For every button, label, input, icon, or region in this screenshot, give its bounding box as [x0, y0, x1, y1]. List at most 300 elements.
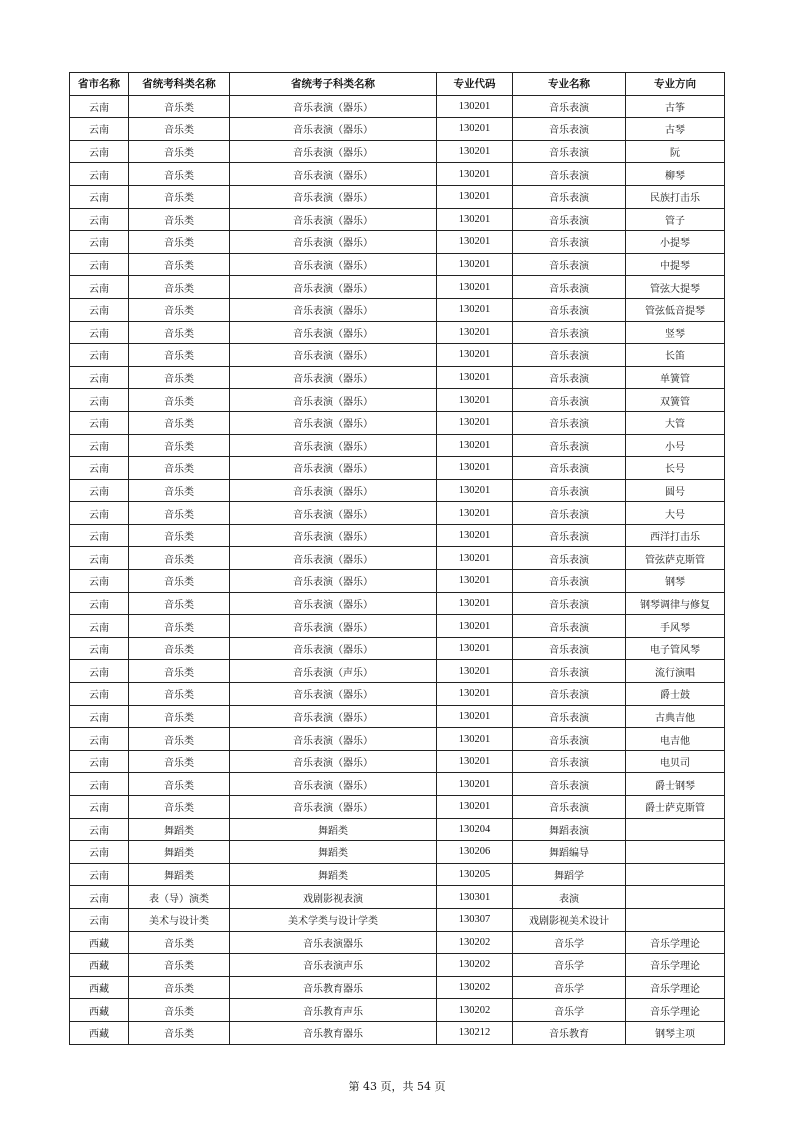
- province-cell: 云南: [70, 411, 129, 434]
- major-code-cell: 130201: [437, 683, 513, 706]
- major-direction-cell: 钢琴主项: [626, 1021, 725, 1044]
- table-row: [70, 705, 725, 728]
- major-name-cell: 音乐学: [513, 954, 626, 977]
- major-code-cell: 130201: [437, 321, 513, 344]
- subcategory-cell: 音乐表演（器乐）: [230, 728, 437, 751]
- major-code-cell: 130201: [437, 479, 513, 502]
- major-code-cell: 130201: [437, 502, 513, 525]
- province-cell: 西藏: [70, 999, 129, 1022]
- table-row: [70, 750, 725, 773]
- major-direction-cell: 爵士鼓: [626, 683, 725, 706]
- major-code-cell: 130204: [437, 818, 513, 841]
- table-row: [70, 524, 725, 547]
- table-row: [70, 570, 725, 593]
- subcategory-cell: 音乐表演（器乐）: [230, 796, 437, 819]
- major-name-cell: 舞蹈学: [513, 863, 626, 886]
- major-code-cell: 130201: [437, 298, 513, 321]
- major-name-cell: 音乐表演: [513, 615, 626, 638]
- major-code-cell: 130201: [437, 728, 513, 751]
- major-name-cell: 音乐表演: [513, 750, 626, 773]
- major-direction-cell: 圆号: [626, 479, 725, 502]
- major-code-cell: 130202: [437, 999, 513, 1022]
- major-name-cell: 音乐教育: [513, 1021, 626, 1044]
- major-direction-cell: [626, 863, 725, 886]
- table-row: [70, 976, 725, 999]
- major-direction-cell: 音乐学理论: [626, 976, 725, 999]
- category-cell: 音乐类: [129, 637, 230, 660]
- category-cell: 音乐类: [129, 434, 230, 457]
- major-code-cell: 130201: [437, 796, 513, 819]
- table-row: [70, 547, 725, 570]
- major-name-cell: 音乐表演: [513, 457, 626, 480]
- major-direction-cell: 管弦大提琴: [626, 276, 725, 299]
- major-code-cell: 130206: [437, 841, 513, 864]
- subcategory-cell: 美术学类与设计学类: [230, 908, 437, 931]
- category-cell: 音乐类: [129, 140, 230, 163]
- province-cell: 云南: [70, 231, 129, 254]
- province-cell: 云南: [70, 298, 129, 321]
- major-direction-cell: 管弦低音提琴: [626, 298, 725, 321]
- province-cell: 云南: [70, 886, 129, 909]
- major-code-cell: 130201: [437, 185, 513, 208]
- major-direction-cell: 流行演唱: [626, 660, 725, 683]
- major-name-cell: 音乐表演: [513, 524, 626, 547]
- major-code-cell: 130201: [437, 773, 513, 796]
- province-cell: 云南: [70, 637, 129, 660]
- table-row: [70, 841, 725, 864]
- table-row: [70, 411, 725, 434]
- province-cell: 云南: [70, 750, 129, 773]
- page-footer: 第 43 页，共 54 页: [348, 1080, 446, 1093]
- subcategory-cell: 音乐表演（器乐）: [230, 344, 437, 367]
- province-cell: 云南: [70, 818, 129, 841]
- major-direction-cell: 长号: [626, 457, 725, 480]
- category-cell: 音乐类: [129, 185, 230, 208]
- subcategory-cell: 音乐表演（器乐）: [230, 502, 437, 525]
- subcategory-cell: 音乐表演（器乐）: [230, 479, 437, 502]
- province-cell: 云南: [70, 908, 129, 931]
- category-cell: 音乐类: [129, 457, 230, 480]
- major-code-cell: 130201: [437, 208, 513, 231]
- major-name-cell: 音乐表演: [513, 592, 626, 615]
- major-name-cell: 音乐表演: [513, 185, 626, 208]
- category-cell: 音乐类: [129, 683, 230, 706]
- subcategory-cell: 音乐表演（器乐）: [230, 434, 437, 457]
- major-direction-cell: 古琴: [626, 118, 725, 141]
- category-cell: 音乐类: [129, 660, 230, 683]
- major-code-cell: 130201: [437, 95, 513, 118]
- table-row: [70, 321, 725, 344]
- header-category: 省统考科类名称: [129, 73, 230, 96]
- subcategory-cell: 音乐表演（器乐）: [230, 231, 437, 254]
- major-direction-cell: 大管: [626, 411, 725, 434]
- major-direction-cell: [626, 886, 725, 909]
- province-cell: 云南: [70, 208, 129, 231]
- major-direction-cell: 电吉他: [626, 728, 725, 751]
- table-row: [70, 344, 725, 367]
- province-cell: 云南: [70, 389, 129, 412]
- province-cell: 云南: [70, 615, 129, 638]
- subcategory-cell: 音乐表演（器乐）: [230, 637, 437, 660]
- table-row: [70, 231, 725, 254]
- category-cell: 音乐类: [129, 208, 230, 231]
- subcategory-cell: 音乐表演（器乐）: [230, 253, 437, 276]
- major-code-cell: 130201: [437, 615, 513, 638]
- table-row: [70, 615, 725, 638]
- subcategory-cell: 音乐教育器乐: [230, 1021, 437, 1044]
- table-body: [70, 95, 725, 1044]
- province-cell: 西藏: [70, 1021, 129, 1044]
- category-cell: 音乐类: [129, 253, 230, 276]
- table-row: [70, 389, 725, 412]
- major-code-cell: 130212: [437, 1021, 513, 1044]
- province-cell: 云南: [70, 321, 129, 344]
- province-cell: 云南: [70, 570, 129, 593]
- major-name-cell: 音乐表演: [513, 434, 626, 457]
- subcategory-cell: 音乐表演（器乐）: [230, 524, 437, 547]
- major-name-cell: 音乐表演: [513, 231, 626, 254]
- header-major-direction: 专业方向: [626, 73, 725, 96]
- major-direction-cell: 大号: [626, 502, 725, 525]
- major-code-cell: 130201: [437, 592, 513, 615]
- major-code-cell: 130201: [437, 253, 513, 276]
- table-header-row: [70, 73, 725, 96]
- major-name-cell: 音乐表演: [513, 140, 626, 163]
- major-direction-cell: 管弦萨克斯管: [626, 547, 725, 570]
- major-code-cell: 130201: [437, 524, 513, 547]
- major-code-cell: 130201: [437, 140, 513, 163]
- category-cell: 音乐类: [129, 366, 230, 389]
- subcategory-cell: 音乐表演（器乐）: [230, 547, 437, 570]
- subcategory-cell: 音乐表演（器乐）: [230, 366, 437, 389]
- subcategory-cell: 戏剧影视表演: [230, 886, 437, 909]
- subcategory-cell: 舞蹈类: [230, 818, 437, 841]
- major-code-cell: 130201: [437, 750, 513, 773]
- category-cell: 音乐类: [129, 344, 230, 367]
- category-cell: 音乐类: [129, 954, 230, 977]
- category-cell: 音乐类: [129, 1021, 230, 1044]
- major-direction-cell: 音乐学理论: [626, 931, 725, 954]
- category-cell: 音乐类: [129, 321, 230, 344]
- category-cell: 音乐类: [129, 479, 230, 502]
- major-direction-cell: 古筝: [626, 95, 725, 118]
- subcategory-cell: 音乐表演（器乐）: [230, 411, 437, 434]
- province-cell: 云南: [70, 479, 129, 502]
- major-name-cell: 音乐表演: [513, 95, 626, 118]
- subcategory-cell: 音乐表演（器乐）: [230, 570, 437, 593]
- major-code-cell: 130301: [437, 886, 513, 909]
- header-major-code: 专业代码: [437, 73, 513, 96]
- major-code-cell: 130201: [437, 411, 513, 434]
- major-name-cell: 音乐表演: [513, 502, 626, 525]
- province-cell: 云南: [70, 592, 129, 615]
- subcategory-cell: 音乐表演（器乐）: [230, 389, 437, 412]
- subcategory-cell: 音乐表演（器乐）: [230, 457, 437, 480]
- category-cell: 音乐类: [129, 231, 230, 254]
- category-cell: 音乐类: [129, 547, 230, 570]
- major-code-cell: 130201: [437, 547, 513, 570]
- province-cell: 云南: [70, 502, 129, 525]
- table-row: [70, 637, 725, 660]
- subcategory-cell: 音乐教育声乐: [230, 999, 437, 1022]
- major-name-cell: 音乐表演: [513, 163, 626, 186]
- category-cell: 音乐类: [129, 95, 230, 118]
- province-cell: 云南: [70, 524, 129, 547]
- major-code-cell: 130201: [437, 637, 513, 660]
- category-cell: 音乐类: [129, 276, 230, 299]
- category-cell: 音乐类: [129, 570, 230, 593]
- table-row: [70, 818, 725, 841]
- subcategory-cell: 音乐表演（器乐）: [230, 683, 437, 706]
- major-direction-cell: 音乐学理论: [626, 954, 725, 977]
- table-row: [70, 253, 725, 276]
- table-row: [70, 931, 725, 954]
- major-direction-cell: 钢琴调律与修复: [626, 592, 725, 615]
- province-cell: 云南: [70, 773, 129, 796]
- major-direction-cell: 中提琴: [626, 253, 725, 276]
- category-cell: 音乐类: [129, 411, 230, 434]
- table-row: [70, 502, 725, 525]
- table-row: [70, 276, 725, 299]
- major-direction-cell: 单簧管: [626, 366, 725, 389]
- major-name-cell: 舞蹈编导: [513, 841, 626, 864]
- major-direction-cell: 阮: [626, 140, 725, 163]
- major-name-cell: 戏剧影视美术设计: [513, 908, 626, 931]
- subcategory-cell: 音乐表演（器乐）: [230, 773, 437, 796]
- major-direction-cell: 手风琴: [626, 615, 725, 638]
- subcategory-cell: 音乐表演（器乐）: [230, 140, 437, 163]
- major-code-cell: 130202: [437, 954, 513, 977]
- table-row: [70, 999, 725, 1022]
- major-name-cell: 音乐表演: [513, 389, 626, 412]
- subcategory-cell: 音乐表演（器乐）: [230, 185, 437, 208]
- table-row: [70, 908, 725, 931]
- province-cell: 云南: [70, 366, 129, 389]
- major-direction-cell: [626, 841, 725, 864]
- table-row: [70, 434, 725, 457]
- header-province: 省市名称: [70, 73, 129, 96]
- table-row: [70, 1021, 725, 1044]
- province-cell: 云南: [70, 728, 129, 751]
- province-cell: 云南: [70, 276, 129, 299]
- major-direction-cell: 双簧管: [626, 389, 725, 412]
- table-row: [70, 954, 725, 977]
- subcategory-cell: 音乐表演（器乐）: [230, 321, 437, 344]
- category-cell: 音乐类: [129, 796, 230, 819]
- subcategory-cell: 音乐表演（器乐）: [230, 592, 437, 615]
- major-direction-cell: 爵士钢琴: [626, 773, 725, 796]
- major-name-cell: 表演: [513, 886, 626, 909]
- province-cell: 云南: [70, 705, 129, 728]
- table-row: [70, 773, 725, 796]
- table-row: [70, 185, 725, 208]
- table-row: [70, 863, 725, 886]
- major-name-cell: 音乐表演: [513, 208, 626, 231]
- subcategory-cell: 音乐表演（声乐）: [230, 660, 437, 683]
- province-cell: 云南: [70, 185, 129, 208]
- province-cell: 云南: [70, 344, 129, 367]
- major-name-cell: 舞蹈表演: [513, 818, 626, 841]
- province-cell: 云南: [70, 163, 129, 186]
- subcategory-cell: 舞蹈类: [230, 841, 437, 864]
- category-cell: 音乐类: [129, 502, 230, 525]
- province-cell: 云南: [70, 683, 129, 706]
- category-cell: 美术与设计类: [129, 908, 230, 931]
- subcategory-cell: 音乐表演（器乐）: [230, 95, 437, 118]
- major-name-cell: 音乐表演: [513, 547, 626, 570]
- major-direction-cell: 民族打击乐: [626, 185, 725, 208]
- major-name-cell: 音乐表演: [513, 796, 626, 819]
- major-code-cell: 130201: [437, 231, 513, 254]
- category-cell: 音乐类: [129, 750, 230, 773]
- major-direction-cell: 竖琴: [626, 321, 725, 344]
- province-cell: 云南: [70, 863, 129, 886]
- subcategory-cell: 音乐表演（器乐）: [230, 615, 437, 638]
- category-cell: 音乐类: [129, 592, 230, 615]
- table-row: [70, 366, 725, 389]
- subcategory-cell: 音乐表演（器乐）: [230, 208, 437, 231]
- major-code-cell: 130201: [437, 276, 513, 299]
- table-row: [70, 479, 725, 502]
- major-direction-cell: 音乐学理论: [626, 999, 725, 1022]
- category-cell: 音乐类: [129, 298, 230, 321]
- province-cell: 云南: [70, 796, 129, 819]
- subcategory-cell: 音乐教育器乐: [230, 976, 437, 999]
- province-cell: 云南: [70, 95, 129, 118]
- major-name-cell: 音乐表演: [513, 683, 626, 706]
- major-name-cell: 音乐表演: [513, 660, 626, 683]
- table-row: [70, 683, 725, 706]
- table-row: [70, 728, 725, 751]
- major-code-cell: 130205: [437, 863, 513, 886]
- majors-table: [69, 72, 725, 1045]
- major-name-cell: 音乐表演: [513, 773, 626, 796]
- subcategory-cell: 舞蹈类: [230, 863, 437, 886]
- category-cell: 音乐类: [129, 976, 230, 999]
- major-direction-cell: 管子: [626, 208, 725, 231]
- subcategory-cell: 音乐表演器乐: [230, 931, 437, 954]
- major-code-cell: 130201: [437, 118, 513, 141]
- major-name-cell: 音乐表演: [513, 637, 626, 660]
- major-name-cell: 音乐学: [513, 931, 626, 954]
- category-cell: 表（导）演类: [129, 886, 230, 909]
- category-cell: 音乐类: [129, 524, 230, 547]
- table-row: [70, 660, 725, 683]
- table-row: [70, 118, 725, 141]
- major-direction-cell: 古典吉他: [626, 705, 725, 728]
- subcategory-cell: 音乐表演（器乐）: [230, 118, 437, 141]
- major-direction-cell: 小提琴: [626, 231, 725, 254]
- table-row: [70, 95, 725, 118]
- major-name-cell: 音乐表演: [513, 253, 626, 276]
- major-name-cell: 音乐表演: [513, 298, 626, 321]
- table-row: [70, 208, 725, 231]
- province-cell: 云南: [70, 547, 129, 570]
- major-code-cell: 130201: [437, 389, 513, 412]
- major-code-cell: 130307: [437, 908, 513, 931]
- category-cell: 音乐类: [129, 773, 230, 796]
- major-direction-cell: 西洋打击乐: [626, 524, 725, 547]
- major-direction-cell: 柳琴: [626, 163, 725, 186]
- major-name-cell: 音乐表演: [513, 366, 626, 389]
- category-cell: 音乐类: [129, 705, 230, 728]
- major-name-cell: 音乐表演: [513, 728, 626, 751]
- major-name-cell: 音乐表演: [513, 479, 626, 502]
- major-code-cell: 130201: [437, 457, 513, 480]
- category-cell: 音乐类: [129, 118, 230, 141]
- header-major-name: 专业名称: [513, 73, 626, 96]
- category-cell: 音乐类: [129, 728, 230, 751]
- major-name-cell: 音乐表演: [513, 411, 626, 434]
- category-cell: 舞蹈类: [129, 841, 230, 864]
- province-cell: 西藏: [70, 931, 129, 954]
- subcategory-cell: 音乐表演（器乐）: [230, 276, 437, 299]
- major-code-cell: 130202: [437, 931, 513, 954]
- province-cell: 西藏: [70, 976, 129, 999]
- major-name-cell: 音乐学: [513, 999, 626, 1022]
- category-cell: 音乐类: [129, 615, 230, 638]
- major-name-cell: 音乐表演: [513, 344, 626, 367]
- major-code-cell: 130201: [437, 660, 513, 683]
- major-direction-cell: 电贝司: [626, 750, 725, 773]
- major-code-cell: 130201: [437, 366, 513, 389]
- table-row: [70, 796, 725, 819]
- subcategory-cell: 音乐表演（器乐）: [230, 705, 437, 728]
- header-subcategory: 省统考子科类名称: [230, 73, 437, 96]
- province-cell: 云南: [70, 660, 129, 683]
- category-cell: 舞蹈类: [129, 818, 230, 841]
- major-code-cell: 130202: [437, 976, 513, 999]
- category-cell: 音乐类: [129, 163, 230, 186]
- major-direction-cell: 小号: [626, 434, 725, 457]
- table-row: [70, 298, 725, 321]
- major-name-cell: 音乐表演: [513, 570, 626, 593]
- major-direction-cell: [626, 818, 725, 841]
- major-name-cell: 音乐学: [513, 976, 626, 999]
- major-code-cell: 130201: [437, 705, 513, 728]
- category-cell: 舞蹈类: [129, 863, 230, 886]
- table-row: [70, 886, 725, 909]
- province-cell: 云南: [70, 118, 129, 141]
- major-direction-cell: 爵士萨克斯管: [626, 796, 725, 819]
- major-code-cell: 130201: [437, 163, 513, 186]
- table-row: [70, 140, 725, 163]
- major-name-cell: 音乐表演: [513, 321, 626, 344]
- major-name-cell: 音乐表演: [513, 276, 626, 299]
- major-name-cell: 音乐表演: [513, 705, 626, 728]
- major-name-cell: 音乐表演: [513, 118, 626, 141]
- province-cell: 云南: [70, 434, 129, 457]
- province-cell: 云南: [70, 457, 129, 480]
- category-cell: 音乐类: [129, 389, 230, 412]
- subcategory-cell: 音乐表演（器乐）: [230, 298, 437, 321]
- province-cell: 云南: [70, 253, 129, 276]
- category-cell: 音乐类: [129, 931, 230, 954]
- subcategory-cell: 音乐表演（器乐）: [230, 163, 437, 186]
- subcategory-cell: 音乐表演（器乐）: [230, 750, 437, 773]
- table-row: [70, 457, 725, 480]
- category-cell: 音乐类: [129, 999, 230, 1022]
- table-row: [70, 163, 725, 186]
- subcategory-cell: 音乐表演声乐: [230, 954, 437, 977]
- table-row: [70, 592, 725, 615]
- major-direction-cell: 电子管风琴: [626, 637, 725, 660]
- major-code-cell: 130201: [437, 434, 513, 457]
- major-direction-cell: [626, 908, 725, 931]
- major-direction-cell: 长笛: [626, 344, 725, 367]
- major-direction-cell: 钢琴: [626, 570, 725, 593]
- province-cell: 西藏: [70, 954, 129, 977]
